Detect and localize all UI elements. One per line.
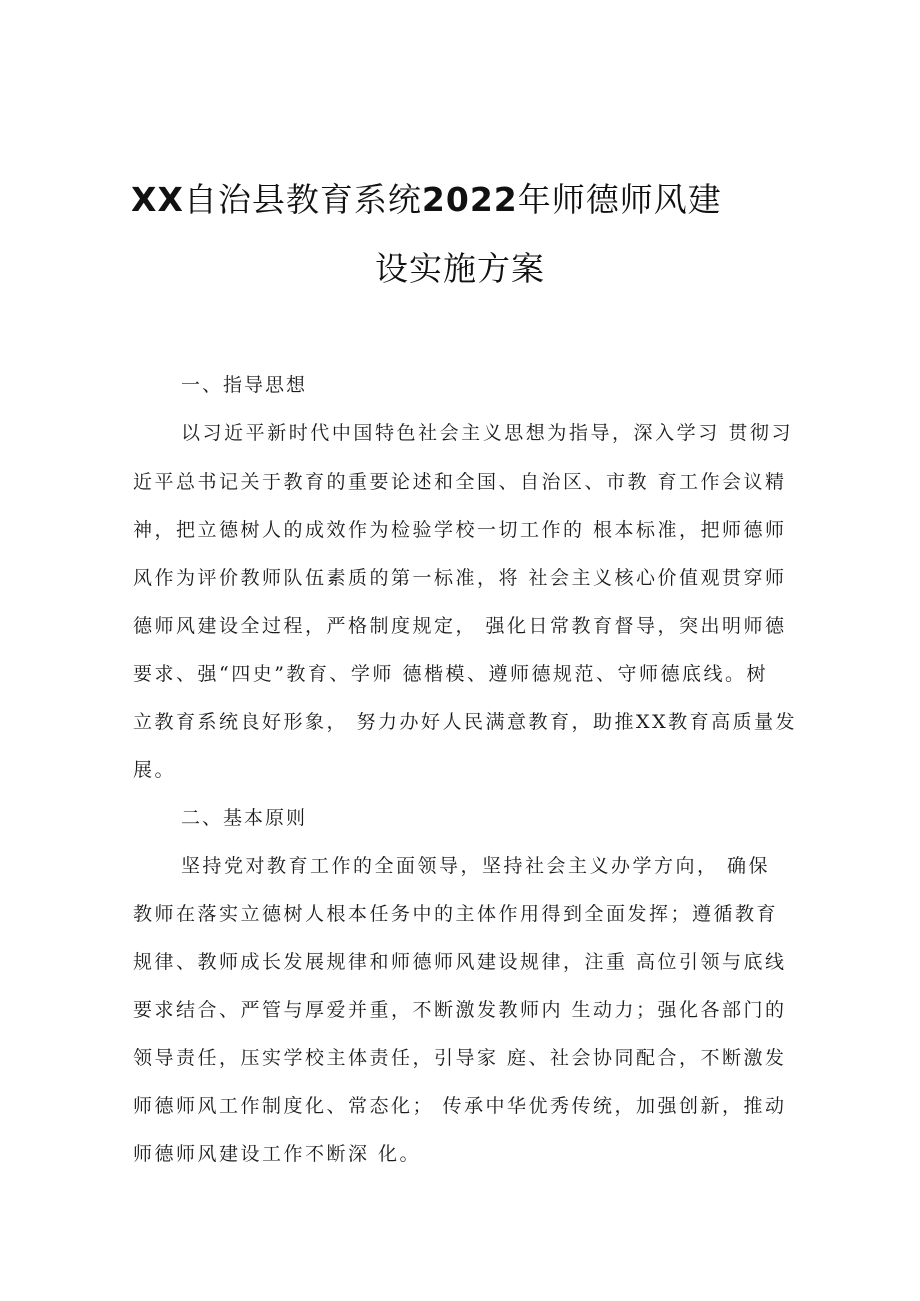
paragraph-line: 要求、强“四史”教育、学师 德楷模、遵师德规范、守师德底线。树 <box>133 663 768 685</box>
section-heading-basic-principles: 二、基本原则 <box>181 807 308 829</box>
paragraph-line: 师德师风工作制度化、常态化； 传承中华优秀传统，加强创新，推动 <box>133 1095 787 1117</box>
paragraph-line: 教师在落实立德树人根本任务中的主体作用得到全面发挥；遵循教育 <box>133 903 779 925</box>
paragraph-line: 规律、教师成长发展规律和师德师风建设规律，注重 高位引领与底线 <box>133 951 787 973</box>
title-part-b: 年师德师风建 <box>517 180 722 219</box>
title-year: 2022 <box>421 180 518 219</box>
paragraph-line: 风作为评价教师队伍素质的第一标准，将 社会主义核心价值观贯穿师 <box>133 567 787 589</box>
paragraph-line: 坚持党对教育工作的全面领导，坚持社会主义办学方向， 确保 <box>181 855 771 877</box>
paragraph-line: 师德师风建设工作不断深 化。 <box>133 1143 422 1165</box>
title-prefix: XX <box>131 180 184 219</box>
document-title-line-2: 设实施方案 <box>375 249 545 288</box>
paragraph-line: 神，把立德树人的成效作为检验学校一切工作的 根本标准，把师德师 <box>133 519 787 541</box>
section-heading-guiding-thought: 一、指导思想 <box>181 374 308 396</box>
title-part-a: 自治县教育系统 <box>183 180 422 219</box>
paragraph-line: 以习近平新时代中国特色社会主义思想为指导，深入学习 贯彻习 <box>181 422 793 444</box>
paragraph-line: 近平总书记关于教育的重要论述和全国、自治区、市教 育工作会议精 <box>133 471 787 493</box>
paragraph-line: 德师风建设全过程，严格制度规定， 强化日常教育督导，突出明师德 <box>133 615 787 637</box>
paragraph-line: 领导责任，压实学校主体责任，引导家 庭、社会协同配合，不断激发 <box>133 1047 787 1069</box>
paragraph-line: 展。 <box>133 759 177 781</box>
paragraph-line: 立教育系统良好形象， 努力办好人民满意教育，助推XX教育高质量发 <box>133 711 798 733</box>
paragraph-line: 要求结合、严管与厚爱并重，不断激发教师内 生动力；强化各部门的 <box>133 999 787 1021</box>
document-title-line-1 <box>0 174 920 221</box>
